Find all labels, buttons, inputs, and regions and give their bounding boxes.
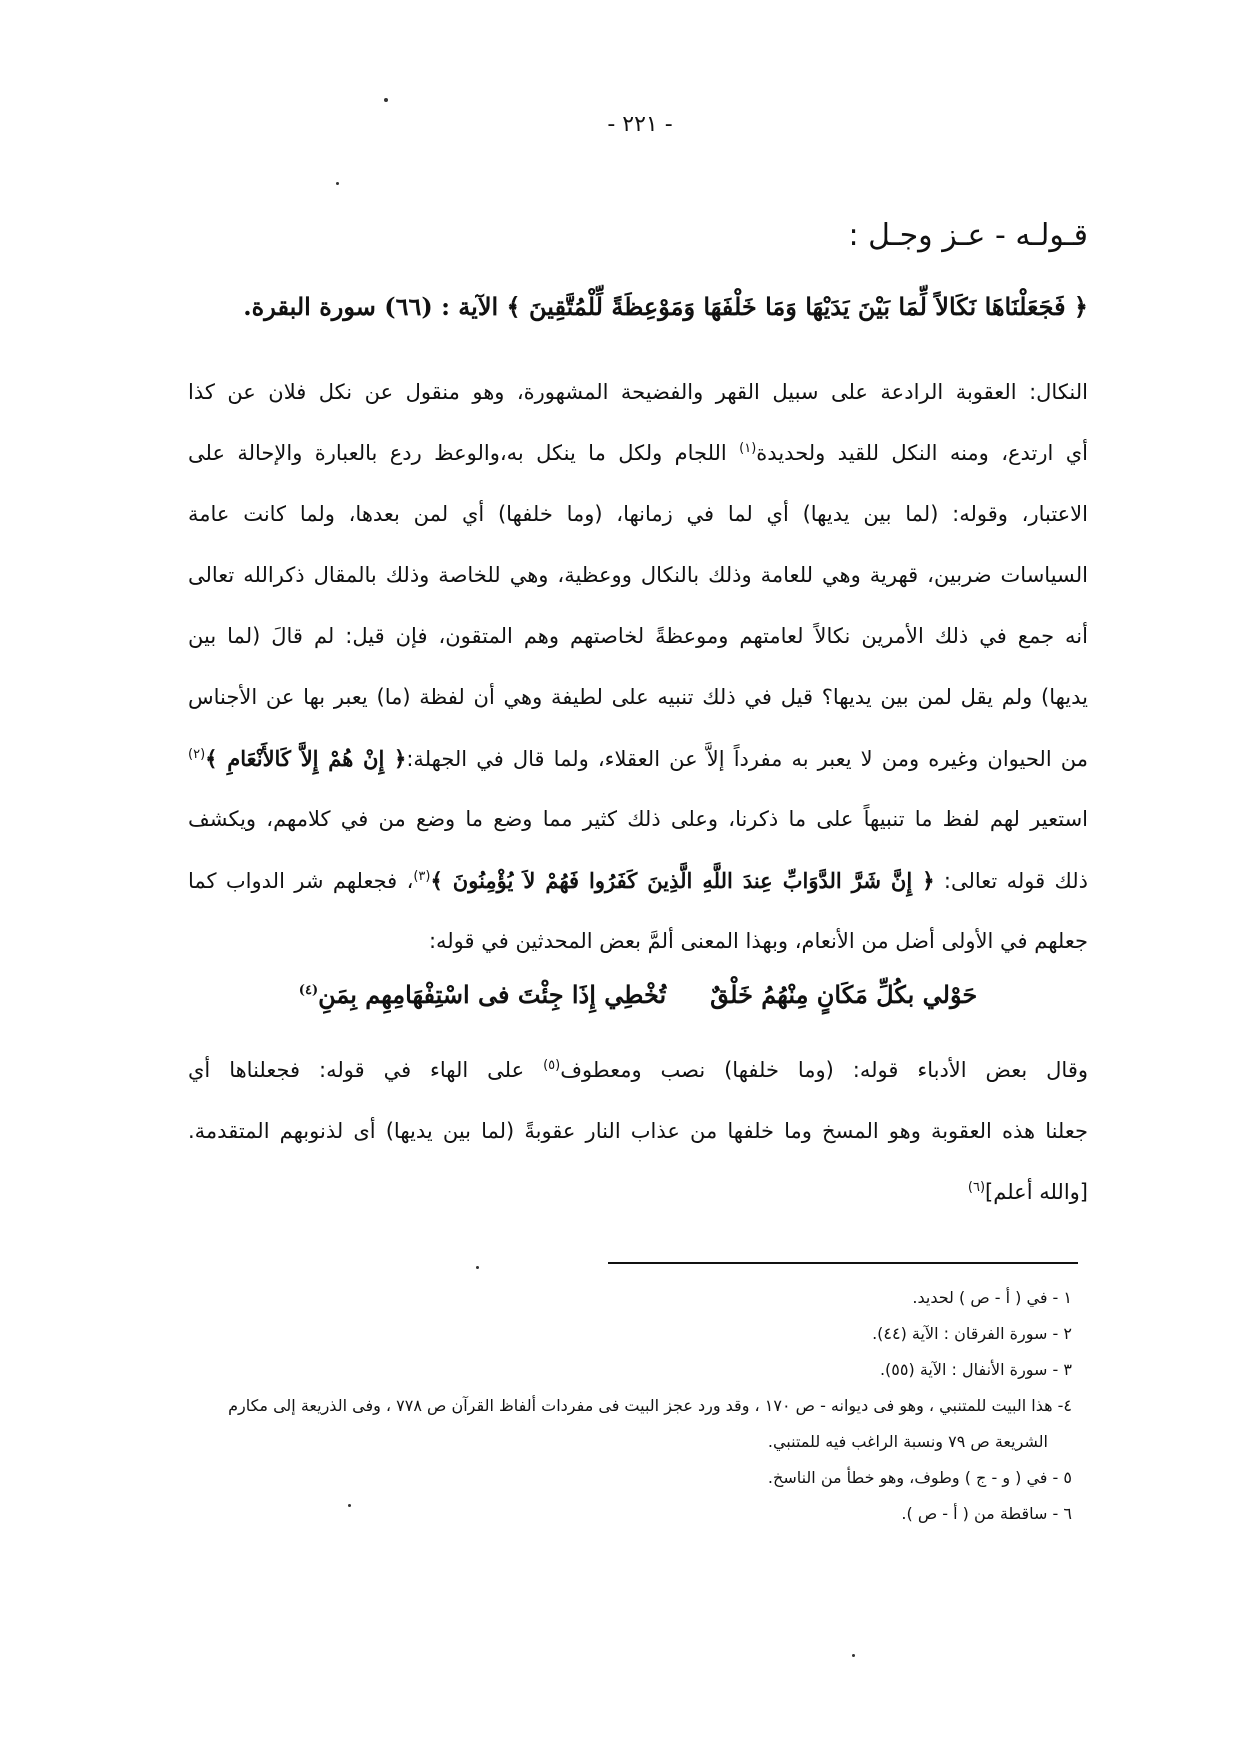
page-number: - ٢٢١ - bbox=[607, 112, 673, 137]
footnote-ref: (٥) bbox=[543, 1058, 561, 1073]
scan-speck bbox=[476, 1266, 479, 1269]
body-text-span: اللجام ولكل ما ينكل به،والوعظ ردع بالعبارة والإحالة على bbox=[188, 441, 740, 465]
body-text-span: [والله أعلم] bbox=[985, 1180, 1088, 1204]
quran-quote: ﴿ إِنْ هُمْ إِلاَّ كَالأَنْعَامِ ﴾ bbox=[205, 746, 407, 771]
body-line: استعير لهم لفظ ما تنبيهاً على ما ذكرنا، وعلى ذلك كثير مما وضع ما وضع من في كلامهم، ويكشف bbox=[188, 807, 1088, 831]
footnote-item: ٥ - في ( و - ج ) وطوف، وهو خطأ من الناسخ. bbox=[767, 1468, 1072, 1487]
footnote-ref: (٦) bbox=[967, 1180, 986, 1195]
body-text-span: أي ارتدع، ومنه النكل للقيد ولحديدة bbox=[756, 441, 1088, 465]
scan-speck bbox=[852, 1654, 855, 1657]
scan-speck bbox=[384, 98, 388, 102]
body-text-span: ذلك قوله تعالى: bbox=[934, 869, 1088, 893]
body-line: النكال: العقوبة الرادعة على سبيل القهر والفضيحة المشهورة، وهو منقول عن نكل فلان عن كذا bbox=[188, 380, 1088, 404]
poetry-text: تُخْطِي إِذَا جِئْتَ فى اسْتِفْهَامِهِم بِمَنِ bbox=[318, 980, 667, 1009]
scan-speck bbox=[336, 182, 339, 185]
body-text-span: ، فجعلهم شر الدواب كما bbox=[188, 869, 414, 893]
body-line: يديها) ولم يقل لمن بين يديها؟ قيل في ذلك تنبيه على لطيفة وهي أن لفظة (ما) يعبر بها عن الأجناس bbox=[188, 685, 1088, 709]
body-line bbox=[188, 1040, 1088, 1101]
section-heading: قـولـه - عـز وجـل : bbox=[848, 218, 1088, 253]
poetry-second-hemistich bbox=[299, 980, 666, 1009]
footnote-item: الشريعة ص ٧٩ ونسبة الراغب فيه للمتنبي. bbox=[767, 1432, 1048, 1451]
body-line: جعلهم في الأولى أضل من الأنعام، وبهذا المعنى ألمَّ بعض المحدثين في قوله: bbox=[428, 929, 1088, 953]
footnote-ref: (٢) bbox=[188, 747, 206, 762]
quran-quote: ﴿ إِنَّ شَرَّ الدَّوَابِّ عِندَ اللَّهِ الَّذِينَ كَفَرُوا فَهُمْ لاَ يُؤْمِنُونَ ﴾ bbox=[430, 868, 935, 893]
footnote-ref: (١) bbox=[739, 441, 757, 456]
body-text-span: من الحيوان وغيره ومن لا يعبر به مفرداً إلاَّ عن العقلاء، ولما قال في الجهلة: bbox=[406, 747, 1088, 771]
footnote-item: ٣ - سورة الأنفال : الآية (٥٥). bbox=[879, 1360, 1072, 1379]
verse-quran-text: ﴿ فَجَعَلْنَاهَا نَكَالاً لِّمَا بَيْنَ يَدَيْهَا وَمَا خَلْفَهَا وَمَوْعِظَةً لِّلْمُتَّقِينَ ﴾ bbox=[506, 292, 1088, 321]
body-text-span: على الهاء في قوله: فجعلناها أي bbox=[188, 1058, 544, 1082]
poetry-verse bbox=[188, 980, 1088, 1009]
footnote-divider bbox=[608, 1262, 1078, 1264]
body-line: جعلنا هذه العقوبة وهو المسخ وما خلفها من عذاب النار عقوبةً (لما بين يديها) أى لذنوبهم المتقدمة. bbox=[188, 1119, 1088, 1143]
body-line: الاعتبار، وقوله: (لما بين يديها) أي لما في زمانها، (وما خلفها) أي لمن بعدها، ولما كانت عامة bbox=[188, 502, 1088, 526]
footnote-item: ٦ - ساقطة من ( أ - ص ). bbox=[901, 1504, 1072, 1523]
body-text-span: وقال بعض الأدباء قوله: (وما خلفها) نصب ومعطوف bbox=[560, 1058, 1089, 1082]
body-paragraph-2 bbox=[188, 1040, 1088, 1223]
footnote-item: ٤- هذا البيت للمتنبي ، وهو فى ديوانه - ص ١٧٠ ، وقد ورد عجز البيت فى مفردات ألفاظ القرآن ص ٧٧٨ ، وفى الذريعة إلى مكارم bbox=[228, 1396, 1072, 1415]
footnote-ref: (٤) bbox=[298, 983, 319, 998]
body-line bbox=[188, 850, 1088, 911]
poetry-first-hemistich: حَوْلي بكُلِّ مَكَانٍ مِنْهُمُ خَلْقٌ bbox=[710, 980, 978, 1009]
body-line: أنه جمع في ذلك الأمرين نكالاً لعامتهم وموعظةً لخاصتهم وهم المتقون، فإن قيل: لم قالَ (لما بين bbox=[188, 624, 1088, 648]
body-paragraph bbox=[188, 362, 1088, 972]
body-line: السياسات ضربين، قهرية وهي للعامة وذلك بالنكال ووعظية، وهي للخاصة وذلك بالمقال ذكرالله تعالى bbox=[188, 563, 1088, 587]
verse-reference: الآية : (٦٦) سورة البقرة. bbox=[243, 292, 507, 321]
footnote-item: ٢ - سورة الفرقان : الآية (٤٤). bbox=[872, 1324, 1072, 1343]
verse-title bbox=[188, 292, 1088, 321]
body-line bbox=[188, 728, 1088, 789]
footnote-item: ١ - في ( أ - ص ) لحديد. bbox=[912, 1288, 1072, 1307]
body-line bbox=[188, 1162, 1088, 1223]
footnote-ref: (٣) bbox=[413, 869, 431, 884]
body-line bbox=[188, 423, 1088, 484]
footnotes bbox=[180, 1280, 1072, 1532]
